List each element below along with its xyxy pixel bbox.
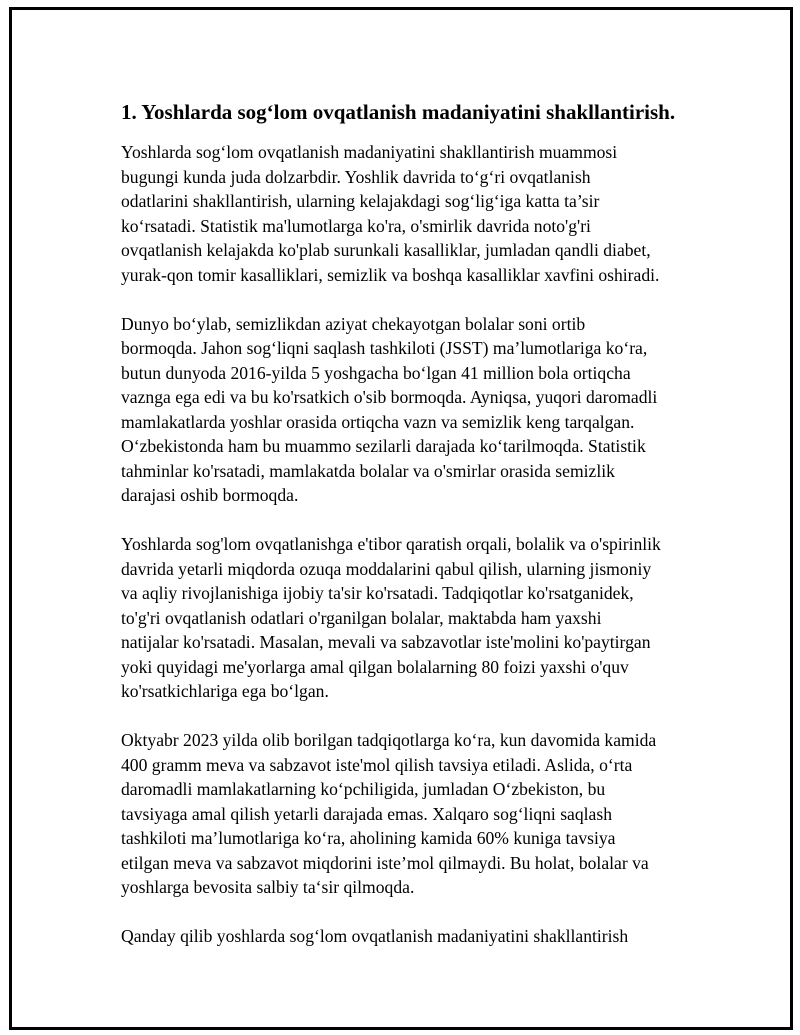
text-line: natijalar ko'rsatadi. Masalan, mevali va sabzavotlar iste'molini ko'paytirgan [121, 632, 651, 652]
paragraph-2 [121, 312, 701, 508]
text-line: daromadli mamlakatlarning ko‘pchiligida, jumladan O‘zbekiston, bu [121, 779, 606, 799]
text-line: Dunyo bo‘ylab, semizlikdan aziyat chekayotgan bolalar soni ortib [121, 313, 586, 334]
text-line: mamlakatlarda yoshlar orasida ortiqcha vazn va semizlik keng tarqalgan. [121, 411, 635, 432]
text-line: butun dunyoda 2016-yilda 5 yoshgacha bo‘lgan 41 million bola ortiqcha [121, 362, 631, 383]
text-line: ovqatlanish kelajakda ko'plab surunkali kasalliklar, jumladan qandli diabet, [121, 240, 651, 260]
paragraph-3 [121, 532, 701, 704]
text-line: to'g'ri ovqatlanish odatlari o'rganilgan bolalar, maktabda ham yaxshi [121, 607, 602, 628]
text-line: Yoshlarda sog‘lom ovqatlanish madaniyatini shakllantirish muammosi [121, 142, 618, 162]
text-line: odatlarini shakllantirish, ularning kelajakdagi sog‘lig‘iga katta ta’sir [121, 191, 600, 211]
text-line: Qanday qilib yoshlarda sog‘lom ovqatlanish madaniyatini shakllantirish [121, 926, 629, 946]
text-line: va aqliy rivojlanishiga ijobiy ta'sir ko'rsatadi. Tadqiqotlar ko'rsatganidek, [121, 583, 634, 603]
text-line: tavsiyaga amal qilish yetarli darajada emas. Xalqaro sog‘liqni saqlash [121, 803, 613, 824]
text-line: yoshlarga bevosita salbiy ta‘sir qilmoqda. [121, 877, 415, 897]
paragraph-4 [121, 728, 701, 900]
text-line: tashkiloti ma’lumotlariga ko‘ra, aholining kamida 60% kuniga tavsiya [121, 828, 616, 848]
text-line: bugungi kunda juda dolzarbdir. Yoshlik davrida to‘g‘ri ovqatlanish [121, 166, 591, 187]
text-line: davrida yetarli miqdorda ozuqa moddalarini qabul qilish, ularning jismoniy [121, 558, 652, 579]
text-line: Oktyabr 2023 yilda olib borilgan tadqiqotlarga ko‘ra, kun davomida kamida [121, 730, 657, 750]
document-content [121, 98, 701, 973]
text-line: vaznga ega edi va bu ko'rsatkich o'sib bormoqda. Ayniqsa, yuqori daromadli [121, 387, 658, 407]
text-line: ko'rsatkichlariga ega bo‘lgan. [121, 681, 329, 701]
text-line: yoki quyidagi me'yorlarga amal qilgan bolalarning 80 foizi yaxshi o'quv [121, 656, 629, 677]
paragraph-1 [121, 140, 701, 287]
text-line: yurak-qon tomir kasalliklari, semizlik va boshqa kasalliklar xavfini oshiradi. [121, 264, 660, 285]
paragraph-5 [121, 924, 701, 949]
text-line: darajasi oshib bormoqda. [121, 485, 299, 505]
text-line: tahminlar ko'rsatadi, mamlakatda bolalar va o'smirlar orasida semizlik [121, 460, 615, 481]
text-line: etilgan meva va sabzavot miqdorini iste’mol qilmaydi. Bu holat, bolalar va [121, 852, 649, 873]
text-line: Yoshlarda sog'lom ovqatlanishga e'tibor qaratish orqali, bolalik va o'spirinlik [121, 534, 661, 554]
text-line: bormoqda. Jahon sog‘liqni saqlash tashkiloti (JSST) ma’lumotlariga ko‘ra, [121, 338, 648, 358]
text-line: O‘zbekistonda ham bu muammo sezilarli darajada ko‘tarilmoqda. Statistik [121, 436, 646, 456]
section-heading: 1. Yoshlarda sog‘lom ovqatlanish madaniyatini shakllantirish. [121, 100, 676, 124]
text-line: 400 gramm meva va sabzavot iste'mol qilish tavsiya etiladi. Aslida, o‘rta [121, 754, 633, 775]
text-line: ko‘rsatadi. Statistik ma'lumotlarga ko'ra, o'smirlik davrida noto'g'ri [121, 215, 591, 236]
document-page [9, 7, 793, 1030]
